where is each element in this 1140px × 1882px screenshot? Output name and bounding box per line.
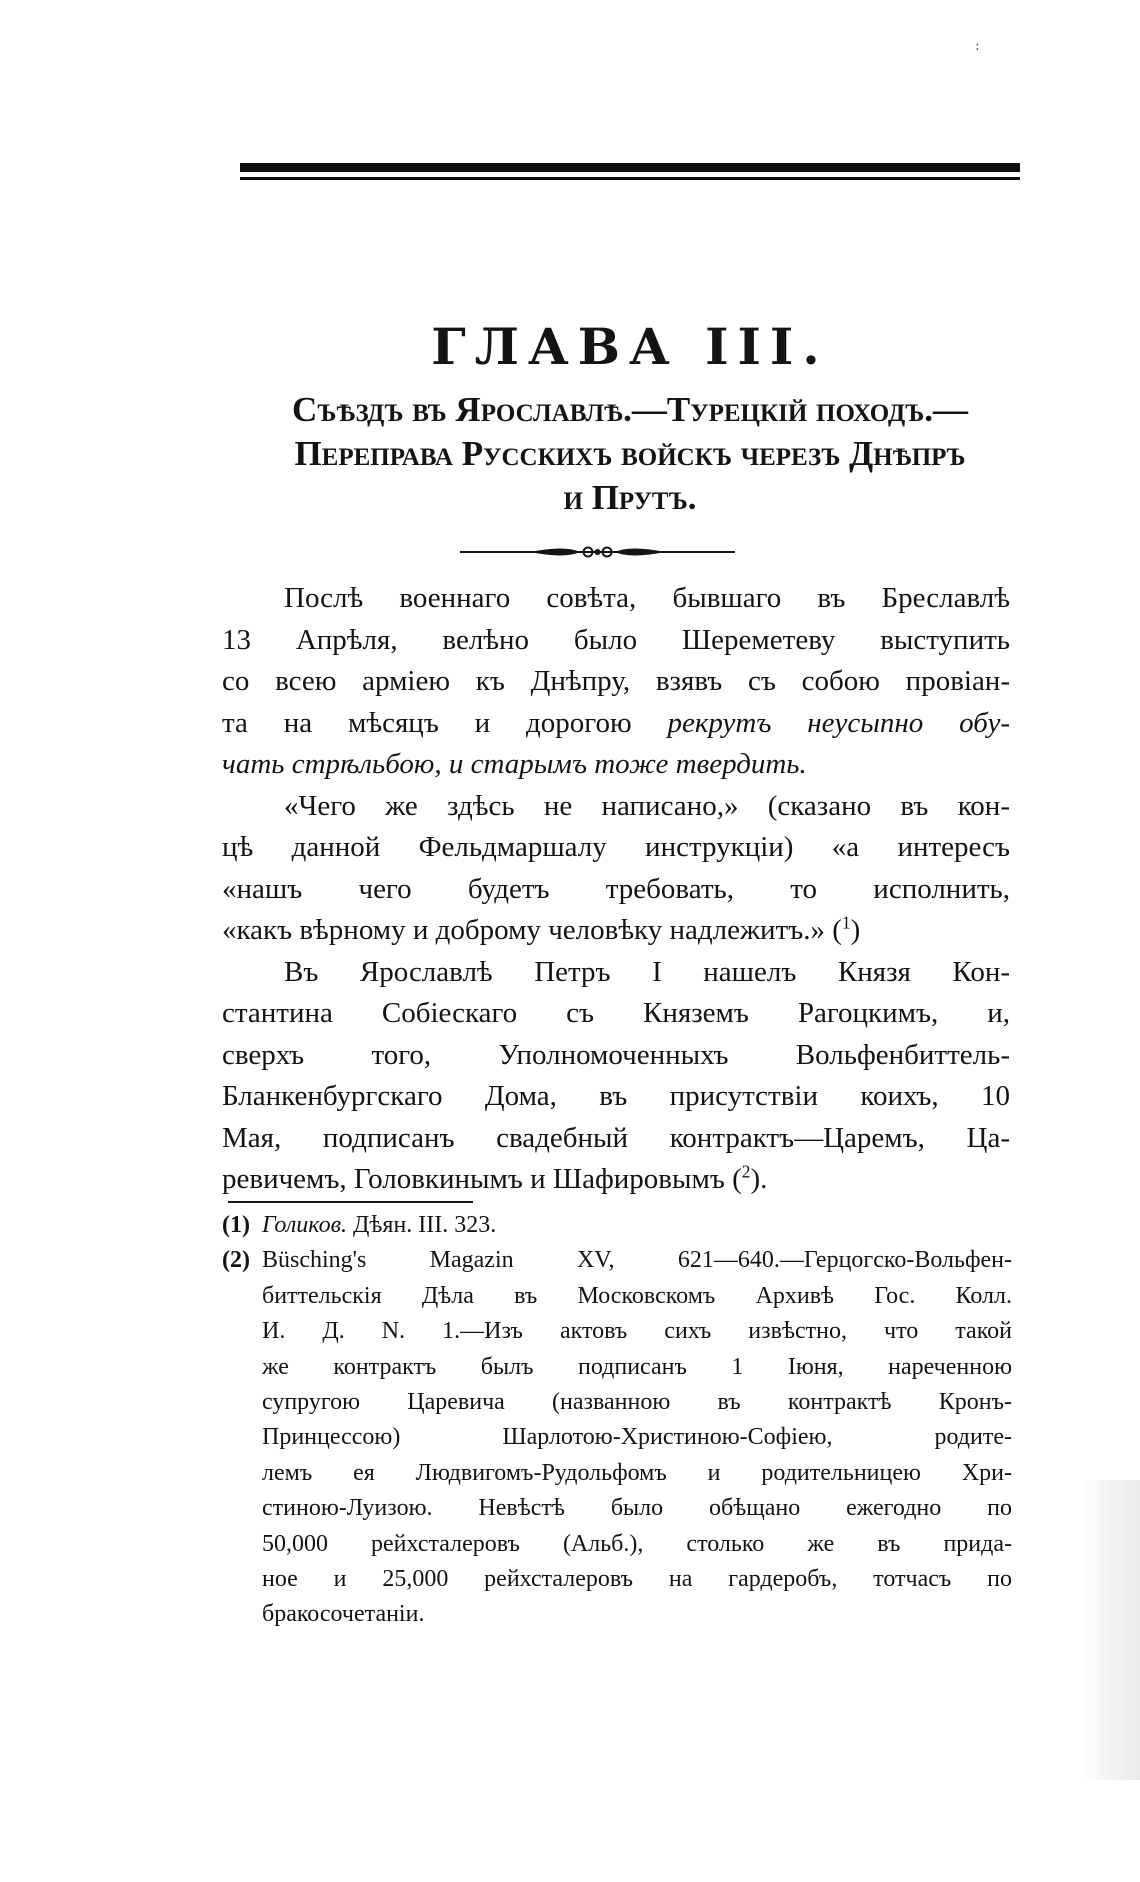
footnote-2-mark: (2) bbox=[222, 1247, 250, 1274]
p1-line4-italic: рекрутъ неусыпно обу- bbox=[667, 706, 1010, 739]
p1-line4-plain: та на мѣсяцъ и дорогою bbox=[222, 706, 668, 739]
footnote-2-line: ное и 25,000 рейхсталеровъ на гардеробъ, тотчасъ по bbox=[262, 1566, 1012, 1593]
p1-line: 13 Апрѣля, велѣно было Шереметеву выступить bbox=[222, 623, 1010, 656]
p1-line: со всею арміею къ Днѣпру, взявъ съ собою провіан- bbox=[222, 665, 1010, 697]
header-rule-thin bbox=[240, 177, 1020, 180]
footnote-2-line: 50,000 рейхсталеровъ (Альб.), столько же въ прида- bbox=[262, 1530, 1012, 1557]
chapter-subtitle-line-2: Переправа Русскихъ войскъ черезъ Днѣпръ bbox=[294, 434, 966, 473]
footnote-2-line: биттельскія Дѣла въ Московскомъ Архивѣ Гос. Колл. bbox=[262, 1282, 1012, 1309]
p2-line: цѣ данной Фельдмаршалу инструкціи) «а интересъ bbox=[222, 831, 1010, 863]
footnote-2-line: И. Д. N. 1.—Изъ актовъ сихъ извѣстно, что такой bbox=[262, 1318, 1012, 1345]
p3-line: Бланкенбургскаго Дома, въ присутствіи коихъ, 10 bbox=[222, 1080, 1010, 1112]
p1-line bbox=[222, 703, 1010, 745]
paragraph-1 bbox=[222, 578, 1010, 786]
footnotes bbox=[222, 1208, 1012, 1633]
p3-line6-close: ). bbox=[750, 1163, 768, 1195]
footnote-2-line: бракосочетаніи. bbox=[262, 1601, 425, 1628]
paragraph-2 bbox=[222, 786, 1010, 952]
corner-mark: : bbox=[975, 38, 980, 54]
p3-line: сверхъ того, Уполномоченныхъ Вольфенбиттель- bbox=[222, 1038, 1010, 1071]
footnote-2 bbox=[222, 1243, 1012, 1632]
footnote-2-line: лемъ ея Людвигомъ-Рудольфомъ и родительницею Хри- bbox=[262, 1459, 1012, 1486]
p2-line bbox=[222, 910, 1010, 952]
footnote-1-author: Голиков. bbox=[262, 1212, 348, 1238]
chapter-subtitle bbox=[220, 388, 1040, 520]
p2-line: «нашъ чего будетъ требовать, то исполнить, bbox=[222, 872, 1010, 905]
p3-line: стантина Собіескаго съ Княземъ Рагоцкимъ, и, bbox=[222, 997, 1010, 1029]
footnote-ref-2: 2 bbox=[741, 1161, 751, 1182]
p1-line: Послѣ военнаго совѣта, бывшаго въ Бреславлѣ bbox=[284, 582, 1010, 614]
p1-line bbox=[222, 744, 1010, 786]
header-double-rule bbox=[240, 163, 1020, 180]
footnote-2-line: же контрактъ былъ подписанъ 1 Іюня, нареченною bbox=[262, 1353, 1012, 1380]
body-text bbox=[222, 578, 1010, 1201]
ornament-divider-icon bbox=[460, 540, 735, 564]
footnote-1-text bbox=[262, 1208, 1012, 1243]
paragraph-3 bbox=[222, 952, 1010, 1201]
chapter-title: ГЛАВА III. bbox=[431, 317, 829, 376]
p3-line: Въ Ярославлѣ Петръ I нашелъ Князя Кон- bbox=[284, 955, 1010, 988]
p3-line bbox=[222, 1159, 1010, 1201]
footnote-ref-1: 1 bbox=[841, 912, 851, 933]
p3-line: Мая, подписанъ свадебный контрактъ—Царемъ, Ца- bbox=[222, 1121, 1010, 1154]
p1-line5-italic: чать стрѣльбою, и старымъ тоже твердить. bbox=[222, 748, 807, 780]
chapter-subtitle-line-3: и Прутъ. bbox=[563, 478, 697, 517]
footnote-1 bbox=[222, 1208, 1012, 1243]
footnote-2-line: супругою Царевича (названною въ контрактѣ Кронъ- bbox=[262, 1389, 1012, 1416]
scan-edge-shadow bbox=[1080, 1480, 1140, 1780]
footnote-2-line: стиною-Луизою. Невѣстѣ было обѣщано ежегодно по bbox=[262, 1495, 1012, 1522]
p2-line: «Чего же здѣсь не написано,» (сказано въ кон- bbox=[284, 789, 1010, 822]
footnote-2-line: Büsching's Magazin XV, 621—640.—Герцогско-Вольфен- bbox=[262, 1247, 1012, 1274]
footnote-1-citation: Дѣян. III. 323. bbox=[347, 1212, 497, 1238]
footnote-1-mark: (1) bbox=[222, 1212, 250, 1238]
footnote-2-line: Принцессою) Шарлотою-Христиною-Софіею, родите- bbox=[262, 1424, 1012, 1451]
chapter-subtitle-line-1: Съѣздъ въ Ярославлѣ.—Турецкій походъ.— bbox=[291, 390, 969, 429]
footnote-rule bbox=[228, 1201, 473, 1203]
p2-line4-close: ) bbox=[850, 914, 861, 946]
p3-line6-text: ревичемъ, Головкинымъ и Шафировымъ ( bbox=[222, 1163, 742, 1195]
p2-line4-text: «какъ вѣрному и доброму человѣку надлежитъ.» ( bbox=[222, 914, 842, 946]
header-rule-thick bbox=[240, 163, 1020, 172]
